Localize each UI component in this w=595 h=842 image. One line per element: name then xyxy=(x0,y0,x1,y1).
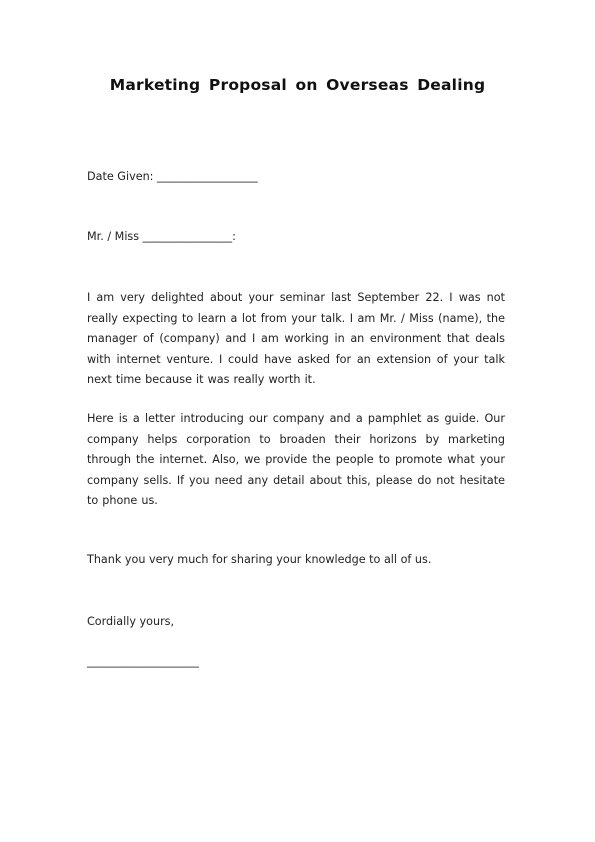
document-title: Marketing Proposal on Overseas Dealing xyxy=(109,76,486,94)
addressee-line: Mr. / Miss ________________: xyxy=(87,230,236,243)
body-paragraph-1: I am very delighted about your seminar last September 22. I was not really expecting to learn a lot from your talk. I am Mr. / Miss (name), the manager of (company) and I am working in an environment that deals with internet venture. I could have asked for an extension of your talk next time because it was really worth it. xyxy=(87,291,505,387)
date-given-line: Date Given: __________________ xyxy=(87,170,258,183)
closing-line: Cordially yours, xyxy=(87,615,175,628)
body-paragraph-2: Here is a letter introducing our company and a pamphlet as guide. Our company helps corporation to broaden their horizons by marketing through the internet. Also, we provide the people to promote what your company sells. If you need any detail about this, please do not hesitate to phone us. xyxy=(87,412,505,508)
signature-line: ____________________ xyxy=(87,655,199,668)
thanks-line: Thank you very much for sharing your knowledge to all of us. xyxy=(87,553,432,566)
